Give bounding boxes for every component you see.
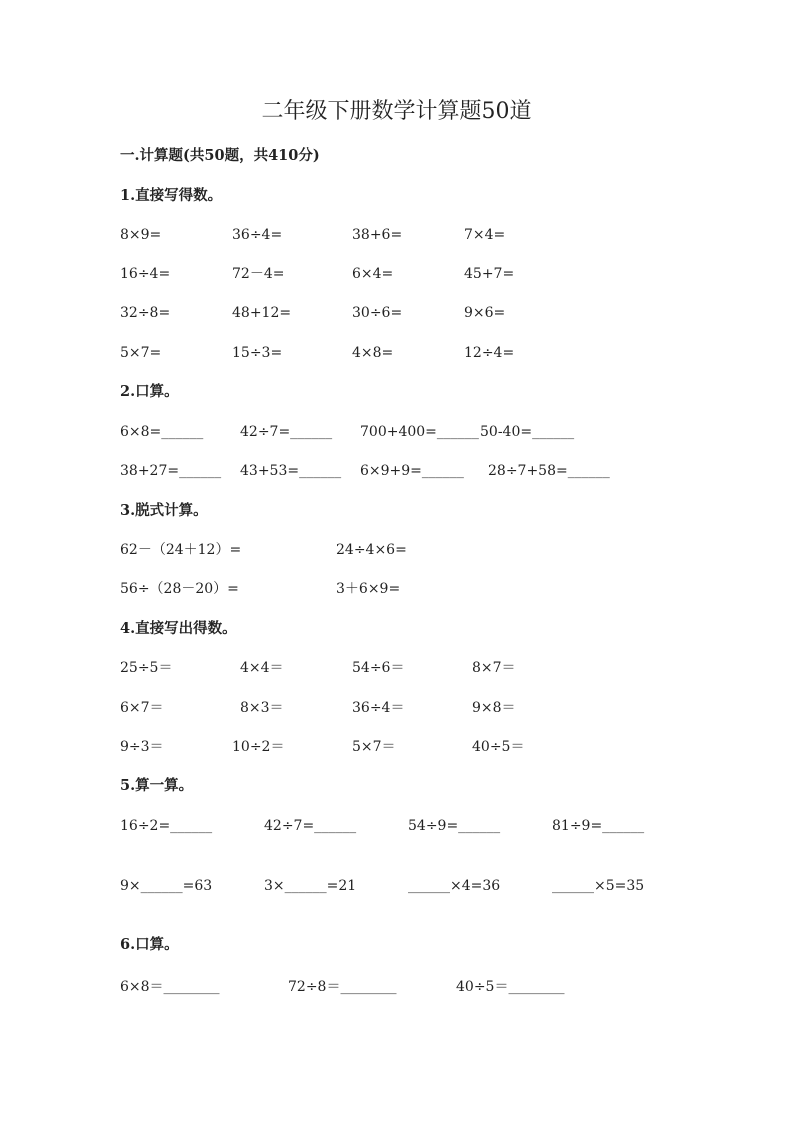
problem: 38+6= <box>352 227 403 243</box>
question-6-heading: 6.口算。 <box>120 936 179 953</box>
question-2-row-2 <box>0 461 793 481</box>
question-1-row-1 <box>0 225 793 245</box>
problem: 54÷9=______ <box>408 818 501 834</box>
problem: 6×8=______ <box>120 424 204 440</box>
problem: 45+7= <box>464 266 515 282</box>
problem: 15÷3= <box>232 345 283 361</box>
problem: 4×4＝ <box>240 660 284 676</box>
question-4-row-2 <box>0 698 793 718</box>
problem: 16÷4= <box>120 266 171 282</box>
question-2-row-1 <box>0 422 793 442</box>
problem: 54÷6＝ <box>352 660 405 676</box>
problem: 42÷7=______ <box>240 424 333 440</box>
question-1-row-4 <box>0 343 793 363</box>
question-4-row-1 <box>0 658 793 678</box>
problem: 72÷8＝________ <box>288 979 397 995</box>
question-1-heading: 1.直接写得数。 <box>120 187 223 204</box>
problem: 36÷4= <box>232 227 283 243</box>
problem: 5×7= <box>120 345 162 361</box>
problem: 24÷4×6= <box>336 542 407 558</box>
problem: 6×8＝________ <box>120 979 220 995</box>
problem: 28÷7+58=______ <box>488 463 610 479</box>
question-5-row-2 <box>0 876 793 896</box>
problem: 7×4= <box>464 227 506 243</box>
problem: 30÷6= <box>352 305 403 321</box>
question-1-row-3 <box>0 303 793 323</box>
question-1-row-2 <box>0 264 793 284</box>
problem: 4×8= <box>352 345 394 361</box>
problem: ______×5=35 <box>552 878 645 894</box>
problem: 8×3＝ <box>240 700 284 716</box>
problem: 72－4= <box>232 266 285 282</box>
problem: 25÷5＝ <box>120 660 173 676</box>
problem: 3×______=21 <box>264 878 357 894</box>
problem: 10÷2＝ <box>232 739 285 755</box>
question-5-heading: 5.算一算。 <box>120 777 194 794</box>
problem: 6×9+9=______ <box>360 463 464 479</box>
problem: 5×7＝ <box>352 739 396 755</box>
question-3-heading: 3.脱式计算。 <box>120 502 208 519</box>
problem: 40÷5＝________ <box>456 979 565 995</box>
question-3-row-2 <box>0 579 793 599</box>
problem: 62－（24＋12）= <box>120 542 242 558</box>
problem: 38+27=______ <box>120 463 222 479</box>
problem: 42÷7=______ <box>264 818 357 834</box>
problem: ______×4=36 <box>408 878 501 894</box>
problem: 8×9= <box>120 227 162 243</box>
problem: 9×8＝ <box>472 700 516 716</box>
problem: 43+53=______ <box>240 463 342 479</box>
question-6-row-1 <box>0 977 793 997</box>
page-title: 二年级下册数学计算题50道 <box>261 99 532 124</box>
section-heading: 一.计算题(共50题，共410分) <box>120 147 320 164</box>
problem: 6×7＝ <box>120 700 164 716</box>
problem: 16÷2=______ <box>120 818 213 834</box>
problem: 8×7＝ <box>472 660 516 676</box>
problem: 40÷5＝ <box>472 739 525 755</box>
problem: 3＋6×9= <box>336 581 401 597</box>
problem: 12÷4= <box>464 345 515 361</box>
problem: 6×4= <box>352 266 394 282</box>
question-3-row-1 <box>0 540 793 560</box>
problem: 36÷4＝ <box>352 700 405 716</box>
problem: 9×______=63 <box>120 878 213 894</box>
question-4-heading: 4.直接写出得数。 <box>120 620 237 637</box>
problem: 9÷3＝ <box>120 739 164 755</box>
question-2-heading: 2.口算。 <box>120 383 179 400</box>
problem: 56÷（28－20）= <box>120 581 239 597</box>
problem: 9×6= <box>464 305 506 321</box>
question-4-row-3 <box>0 737 793 757</box>
problem: 700+400=______ <box>360 424 479 440</box>
problem: 50-40=______ <box>480 424 575 440</box>
problem: 32÷8= <box>120 305 171 321</box>
problem: 81÷9=______ <box>552 818 645 834</box>
question-5-row-1 <box>0 816 793 836</box>
problem: 48+12= <box>232 305 292 321</box>
